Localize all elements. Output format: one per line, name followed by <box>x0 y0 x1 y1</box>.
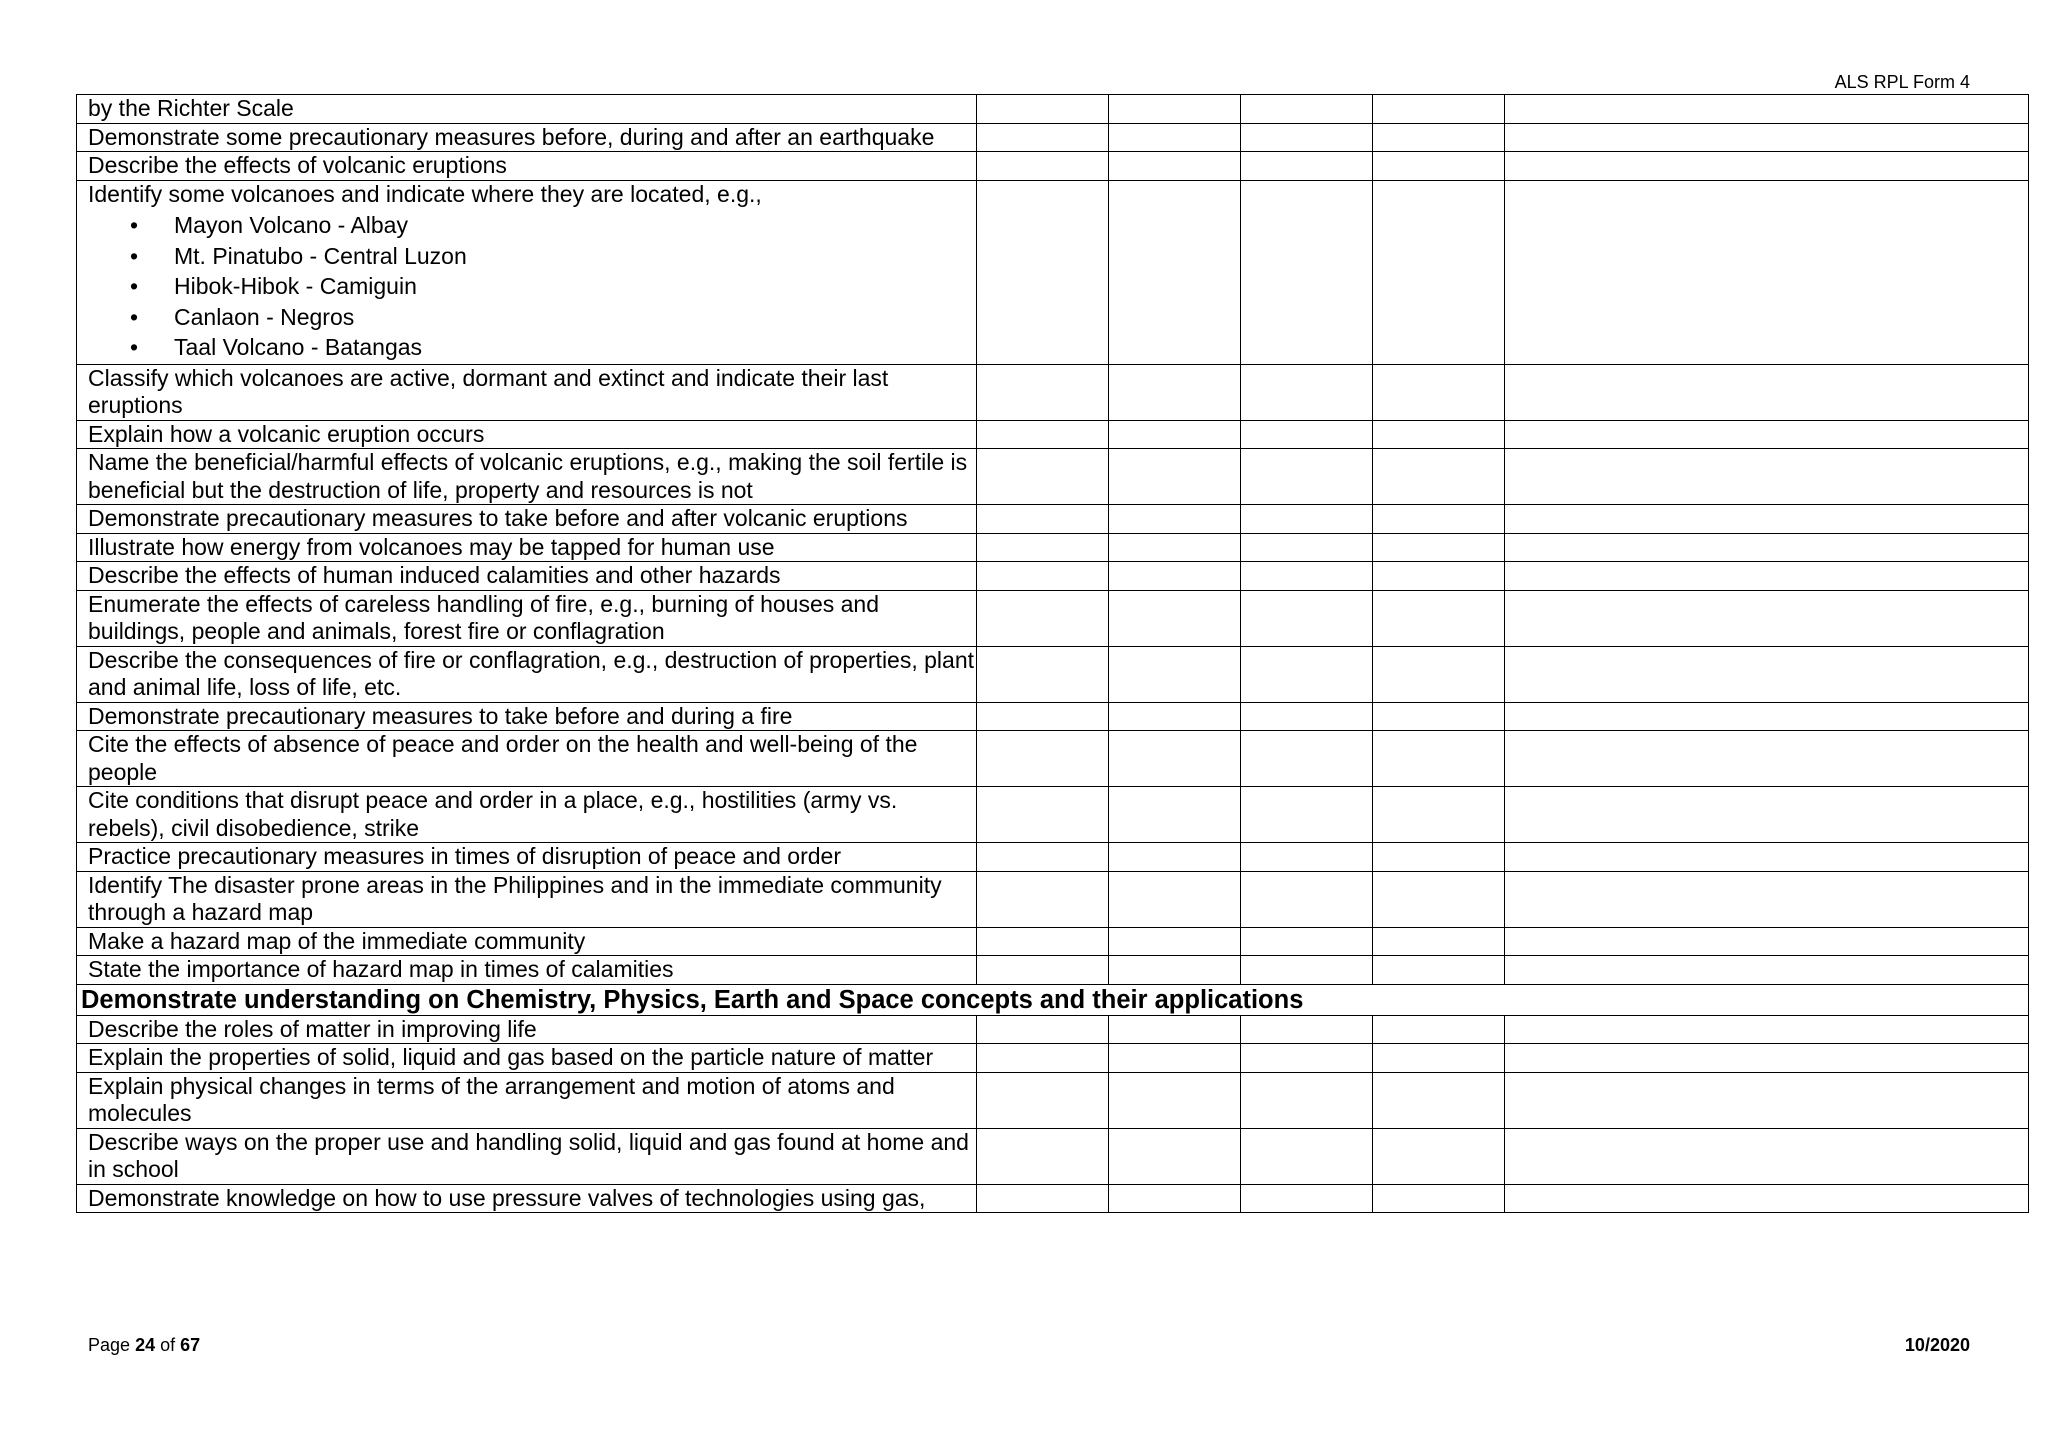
section-header: Demonstrate understanding on Chemistry, Physics, Earth and Space concepts and their applications <box>77 984 2029 1015</box>
rating-cell <box>1241 562 1373 591</box>
competency-cell <box>77 702 977 731</box>
rating-cell <box>1109 1072 1241 1128</box>
competency-cell <box>77 787 977 843</box>
rating-cell <box>977 364 1109 420</box>
competency-text: Make a hazard map of the immediate community <box>88 927 586 954</box>
rating-cell <box>1241 1128 1373 1184</box>
rating-cell <box>1241 871 1373 927</box>
competency-text: Describe the roles of matter in improving life <box>88 1015 537 1042</box>
competency-text: Describe the effects of human induced calamities and other hazards <box>88 562 781 588</box>
rating-cell <box>1373 702 1505 731</box>
competency-cell <box>77 871 977 927</box>
rating-cell <box>1241 1044 1373 1073</box>
rating-cell <box>1241 1184 1373 1213</box>
rating-cell <box>1505 505 2029 534</box>
rating-cell <box>1505 533 2029 562</box>
rating-cell <box>1109 590 1241 646</box>
rating-cell <box>1241 927 1373 956</box>
rating-cell <box>1505 1015 2029 1044</box>
rating-cell <box>1109 1128 1241 1184</box>
competency-text: Cite the effects of absence of peace and order on the health and well-being of the people <box>88 731 918 785</box>
rating-cell <box>1109 787 1241 843</box>
competency-text: Demonstrate precautionary measures to take before and during a fire <box>88 702 793 729</box>
competency-row <box>77 1044 2029 1073</box>
rating-cell <box>1373 123 1505 152</box>
competency-table-body <box>77 95 2029 1213</box>
competency-cell <box>77 731 977 787</box>
rating-cell <box>1505 590 2029 646</box>
competency-cell <box>77 843 977 872</box>
volcano-list-item: • Mayon Volcano - Albay <box>174 210 976 241</box>
rating-cell <box>977 646 1109 702</box>
rating-cell <box>1241 180 1373 364</box>
rating-cell <box>1109 702 1241 731</box>
competency-row <box>77 449 2029 505</box>
rating-cell <box>1373 871 1505 927</box>
rating-cell <box>1109 152 1241 181</box>
rating-cell <box>977 505 1109 534</box>
rating-cell <box>1505 95 2029 124</box>
rating-cell <box>1241 843 1373 872</box>
rating-cell <box>1109 956 1241 985</box>
rating-cell <box>1109 505 1241 534</box>
competency-text: Enumerate the effects of careless handling of fire, e.g., burning of houses and buildings, people and animals, forest fire or conflagration <box>88 590 880 644</box>
rating-cell <box>1241 505 1373 534</box>
competency-text: Describe the effects of volcanic eruptions <box>88 152 507 178</box>
competency-row <box>77 702 2029 731</box>
rating-cell <box>1241 731 1373 787</box>
rating-cell <box>1373 1128 1505 1184</box>
rating-cell <box>977 562 1109 591</box>
rating-cell <box>1109 533 1241 562</box>
competency-row <box>77 927 2029 956</box>
rating-cell <box>1505 364 2029 420</box>
competency-text: Cite conditions that disrupt peace and order in a place, e.g., hostilities (army vs. rebels), civil disobedience, strike <box>88 787 898 841</box>
rating-cell <box>1505 927 2029 956</box>
rating-cell <box>1373 449 1505 505</box>
rating-cell <box>1373 731 1505 787</box>
competency-row <box>77 871 2029 927</box>
competency-cell <box>77 505 977 534</box>
rating-cell <box>1241 420 1373 449</box>
rating-cell <box>977 590 1109 646</box>
competency-cell <box>77 562 977 591</box>
competency-text: Practice precautionary measures in times of disruption of peace and order <box>88 843 842 869</box>
rating-cell <box>1505 646 2029 702</box>
page-number <box>88 1335 200 1356</box>
volcano-list-item: • Hibok-Hibok - Camiguin <box>174 271 976 302</box>
rating-cell <box>977 533 1109 562</box>
rating-cell <box>1241 364 1373 420</box>
competency-row <box>77 180 2029 364</box>
competency-text: Explain the properties of solid, liquid and gas based on the particle nature of matter <box>88 1044 934 1070</box>
rating-cell <box>1373 180 1505 364</box>
rating-cell <box>1109 420 1241 449</box>
rating-cell <box>1241 152 1373 181</box>
rating-cell <box>1505 152 2029 181</box>
competency-cell <box>77 956 977 985</box>
rating-cell <box>1109 927 1241 956</box>
rating-cell <box>1505 956 2029 985</box>
competency-text: Describe the consequences of fire or conflagration, e.g., destruction of properties, plant and animal life, loss of life, etc. <box>88 646 975 700</box>
rating-cell <box>1505 871 2029 927</box>
rating-cell <box>1505 1044 2029 1073</box>
rating-cell <box>977 731 1109 787</box>
rating-cell <box>977 1072 1109 1128</box>
rating-cell <box>977 871 1109 927</box>
rating-cell <box>1109 562 1241 591</box>
competency-row <box>77 590 2029 646</box>
rating-cell <box>1241 123 1373 152</box>
rating-cell <box>1373 843 1505 872</box>
competency-cell <box>77 1044 977 1073</box>
rating-cell <box>977 956 1109 985</box>
competency-row <box>77 562 2029 591</box>
competency-row <box>77 1072 2029 1128</box>
competency-cell <box>77 420 977 449</box>
rating-cell <box>977 1184 1109 1213</box>
rating-cell <box>1373 505 1505 534</box>
rating-cell <box>977 843 1109 872</box>
rating-cell <box>977 1044 1109 1073</box>
rating-cell <box>1373 152 1505 181</box>
competency-text: Explain physical changes in terms of the arrangement and motion of atoms and molecules <box>88 1072 895 1126</box>
competency-cell <box>77 646 977 702</box>
rating-cell <box>1373 533 1505 562</box>
rating-cell <box>1373 1072 1505 1128</box>
rating-cell <box>1241 590 1373 646</box>
competency-cell <box>77 1128 977 1184</box>
competency-cell <box>77 1072 977 1128</box>
revision-date: 10/2020 <box>1904 1335 1970 1355</box>
rating-cell <box>1109 731 1241 787</box>
section-header-row <box>77 984 2029 1015</box>
rating-cell <box>1241 1015 1373 1044</box>
competency-row <box>77 646 2029 702</box>
rating-cell <box>1241 1072 1373 1128</box>
rating-cell <box>1505 180 2029 364</box>
rating-cell <box>977 152 1109 181</box>
rating-cell <box>1373 95 1505 124</box>
competency-cell <box>77 449 977 505</box>
competency-row <box>77 364 2029 420</box>
rating-cell <box>1505 1128 2029 1184</box>
rating-cell <box>1505 787 2029 843</box>
rating-cell <box>977 787 1109 843</box>
rating-cell <box>1109 123 1241 152</box>
rating-cell <box>1241 646 1373 702</box>
competency-text: Name the beneficial/harmful effects of volcanic eruptions, e.g., making the soil fertile is beneficial but the destruction of life, property and resources is not <box>88 449 968 503</box>
volcano-list-item: • Canlaon - Negros <box>174 302 976 333</box>
competency-text: State the importance of hazard map in times of calamities <box>88 956 674 982</box>
competency-row <box>77 123 2029 152</box>
rating-cell <box>1109 180 1241 364</box>
competency-row <box>77 1128 2029 1184</box>
competency-text: Demonstrate knowledge on how to use pressure valves of technologies using gas, <box>88 1184 926 1211</box>
competency-text: Identify some volcanoes and indicate where they are located, e.g., <box>88 180 762 207</box>
page-current: 24 <box>135 1335 156 1355</box>
rating-cell <box>1109 1184 1241 1213</box>
rating-cell <box>1373 956 1505 985</box>
competency-row <box>77 787 2029 843</box>
competency-row <box>77 1015 2029 1044</box>
competency-row <box>77 956 2029 985</box>
competency-row <box>77 533 2029 562</box>
competency-row <box>77 152 2029 181</box>
competency-cell <box>77 927 977 956</box>
competency-row <box>77 505 2029 534</box>
rating-cell <box>977 1015 1109 1044</box>
page-of: of <box>160 1335 176 1355</box>
volcano-list <box>88 210 976 363</box>
rating-cell <box>1109 843 1241 872</box>
form-label: ALS RPL Form 4 <box>1834 72 1970 92</box>
competency-cell <box>77 152 977 181</box>
rating-cell <box>1109 871 1241 927</box>
competency-text: Demonstrate precautionary measures to take before and after volcanic eruptions <box>88 505 908 531</box>
competency-row <box>77 843 2029 872</box>
volcano-list-item: • Taal Volcano - Batangas <box>174 332 976 363</box>
rating-cell <box>1505 562 2029 591</box>
competency-row <box>77 420 2029 449</box>
competency-text: by the Richter Scale <box>88 95 294 121</box>
rating-cell <box>1373 1184 1505 1213</box>
competency-text: Describe ways on the proper use and handling solid, liquid and gas found at home and in school <box>88 1128 969 1182</box>
competency-text: Explain how a volcanic eruption occurs <box>88 420 485 447</box>
competency-cell <box>77 590 977 646</box>
rating-cell <box>1373 562 1505 591</box>
page-total: 67 <box>180 1335 201 1355</box>
rating-cell <box>1109 1015 1241 1044</box>
rating-cell <box>1373 1015 1505 1044</box>
competency-cell <box>77 1015 977 1044</box>
rating-cell <box>1109 1044 1241 1073</box>
rating-cell <box>1373 590 1505 646</box>
rating-cell <box>1505 702 2029 731</box>
rating-cell <box>1373 420 1505 449</box>
competency-cell <box>77 533 977 562</box>
rating-cell <box>977 1128 1109 1184</box>
page-prefix: Page <box>88 1335 131 1355</box>
rating-cell <box>1241 95 1373 124</box>
competency-cell <box>77 364 977 420</box>
rating-cell <box>1373 646 1505 702</box>
rating-cell <box>1505 731 2029 787</box>
rating-cell <box>1373 364 1505 420</box>
rating-cell <box>1505 843 2029 872</box>
rating-cell <box>977 95 1109 124</box>
volcano-list-item: • Mt. Pinatubo - Central Luzon <box>174 241 976 272</box>
rating-cell <box>1241 787 1373 843</box>
rating-cell <box>1109 364 1241 420</box>
rating-cell <box>977 180 1109 364</box>
competency-text: Demonstrate some precautionary measures before, during and after an earthquake <box>88 123 935 150</box>
rating-cell <box>977 449 1109 505</box>
competency-row <box>77 1184 2029 1213</box>
rating-cell <box>977 123 1109 152</box>
rating-cell <box>1505 123 2029 152</box>
rating-cell <box>1373 787 1505 843</box>
competency-text: Identify The disaster prone areas in the Philippines and in the immediate community through a hazard map <box>88 871 942 925</box>
rating-cell <box>1505 1072 2029 1128</box>
rating-cell <box>1241 702 1373 731</box>
rating-cell <box>1241 533 1373 562</box>
competency-cell <box>77 123 977 152</box>
competency-text: Classify which volcanoes are active, dormant and extinct and indicate their last eruptions <box>88 364 889 418</box>
rating-cell <box>977 927 1109 956</box>
rating-cell <box>1373 1044 1505 1073</box>
competency-row <box>77 731 2029 787</box>
competency-table <box>76 94 2029 1213</box>
rating-cell <box>977 702 1109 731</box>
rating-cell <box>1373 927 1505 956</box>
competency-cell <box>77 180 977 364</box>
rating-cell <box>1241 956 1373 985</box>
rating-cell <box>1505 1184 2029 1213</box>
competency-row <box>77 95 2029 124</box>
rating-cell <box>1109 646 1241 702</box>
competency-text: Illustrate how energy from volcanoes may be tapped for human use <box>88 533 775 560</box>
rating-cell <box>1505 449 2029 505</box>
competency-cell <box>77 95 977 124</box>
rating-cell <box>1241 449 1373 505</box>
competency-cell <box>77 1184 977 1213</box>
rating-cell <box>1109 95 1241 124</box>
rating-cell <box>1109 449 1241 505</box>
rating-cell <box>1505 420 2029 449</box>
rating-cell <box>977 420 1109 449</box>
